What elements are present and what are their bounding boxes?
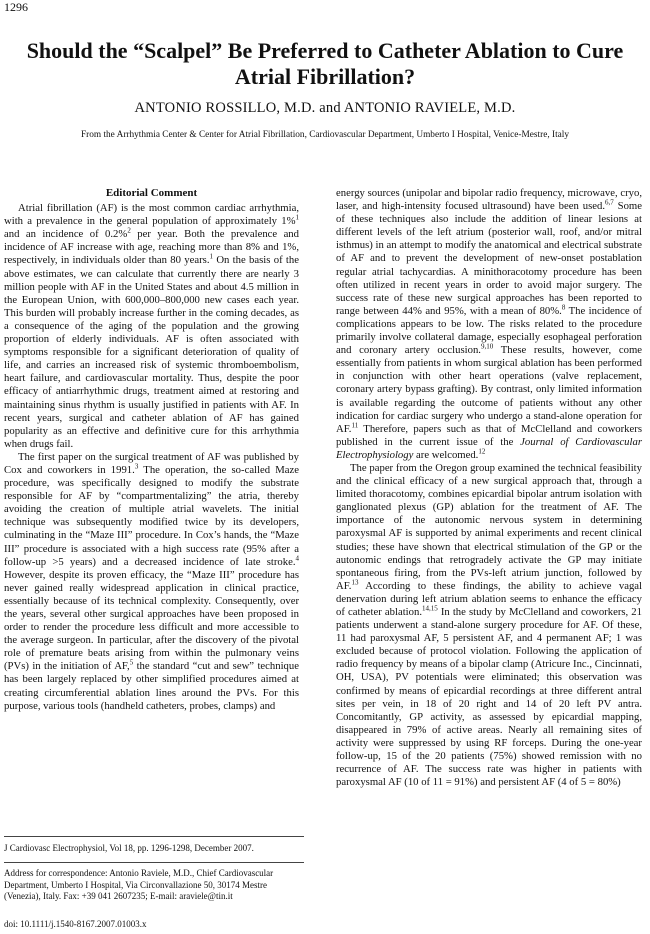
footnote-rule xyxy=(4,836,304,837)
paragraph: Atrial fibrillation (AF) is the most common cardiac arrhythmia, with a prevalence in the general population of approximately 1%$^1$ and an incidence of 0.2%$^2$ per year. Both the prevalence and incidence of AF increase with age, reaching more than 8% and 1%, respectively, in individuals older than 80 years.$^1$ On the basis of the above estimates, we can calculate that currently there are nearly 3 million people with AF in the United States and about 4.5 million in the European Union, with 600,000–800,000 new cases each year. This burden will probably increase further in the coming decades, as a consequence of the aging of the population and the growing proportion of elderly individuals. AF is often associated with symptoms responsible for a significant deterioration of quality of life, and carries an increased risk of systemic thromboembolism, heart failure, and cardiovascular mortality. Thus, despite the poor efficacy of antiarrhythmic drugs, treatment aimed at restoring and maintaining sinus rhythm is usually justified in patients with AF. In recent years, surgical and catheter ablation of AF has gained popularity as an effective and definitive cure for this arrhythmia when drugs fail. xyxy=(4,202,299,450)
paragraph: The paper from the Oregon group examined the technical feasibility and the clinical efficacy of a new surgical approach that, through a limited thoracotomy, combines epicardial bipolar antrum isolation with ganglionated plexus (GP) ablation for the treatment of AF. The importance of the autonomic nervous system in determining paroxysmal AF is supported by animal experiments and recent clinical studies; these have shown that electrical stimulation of the GP or the autonomic endings that retrogradely activate the GP may initiate spontaneous firing, from the PVs-left atrium junction, followed by AF.$^{13}$ According to these findings, the ability to achieve vagal denervation during left atrium ablation seems to enhance the efficacy of catheter ablation.$^{14,15}$ In the study by McClelland and coworkers, 21 patients underwent a stand-alone surgery procedure for AF. Of these, 11 had paroxysmal AF, 5 persistent AF, and 4 permanent AF; 1 was excluded because of protocol violation. Following the application of radio frequency by means of a bipolar clamp (Atricure Inc., Cincinnati, OH, USA), PV potentials were eliminated; this observation was confirmed by means of epicardial recordings at three different antral sites per vein, in 18 of 20 right and 14 of 20 left PV antra. Concomitantly, GP activity, as assessed by epicardial mapping, disappeared in 79% of active areas. Nearly all remaining sites of activity were suppressed by using RF forceps. During the one-year follow-up, 15 of the 20 patients (75%) showed remission with no recurrence of AF. The success rate was higher in patients with paroxysmal AF (10 of 11 = 91%) and persistent AF (4 of 5 = 80%) xyxy=(336,461,642,789)
page-number: 1296 xyxy=(4,0,28,14)
paragraph: The first paper on the surgical treatment of AF was published by Cox and coworkers in 1991.$^3$ The operation, the so-called Maze procedure, was specifically designed to modify the substrate responsible for AF by “compartmentalizing” the atria, thereby avoiding the creation of multiple atrial wavelets. The initial technique was subsequently modified twice by its developers, culminating in the “Maze III” procedure. In Cox’s hands, the “Maze III” procedure is associated with a high success rate (95% after a follow-up >5 years) and a decreased incidence of late stroke.$^4$ However, despite its proven efficacy, the “Maze III” procedure has never gained really widespread application in clinical practice, essentially because of its technical complexity. Consequently, over the years, several other surgical approaches have been proposed in order to render the procedure less difficult and more accessible to the average surgeon. In particular, after the discovery of the pivotal role of premature beats arising from within the pulmonary veins (PVs) in the initiation of AF,$^5$ the standard “cut and sew” technique has been largely replaced by other simplified procedures aimed at creating circumferential ablation lines around the PVs. For this purpose, various tools (handheld catheters, probes, clamps) and xyxy=(4,450,299,712)
article-affiliation: From the Arrhythmia Center & Center for Atrial Fibrillation, Cardiovascular Department, Umberto I Hospital, Venice-Mestre, Italy xyxy=(80,130,570,140)
section-heading: Editorial Comment xyxy=(105,187,198,199)
journal-citation: J Cardiovasc Electrophysiol, Vol 18, pp. 1296-1298, December 2007. xyxy=(4,843,254,853)
correspondence-note: Address for correspondence: Antonio Raviele, M.D., Chief Cardiovascular Department, Umberto I Hospital, Via Circonvallazione 50, 30174 Mestre (Venezia), Italy. Fax: +39 041 2607235; E-mail: araviele@tin.it xyxy=(4,868,274,901)
left-column xyxy=(4,187,299,713)
right-column xyxy=(336,187,642,789)
footnote-rule xyxy=(4,862,304,863)
paragraph: energy sources (unipolar and bipolar radio frequency, microwave, cryo, laser, and high-intensity focused ultrasound) have been used.$^{6,7}$ Some of these techniques also include the addition of linear lesions at different levels of the left atrium (posterior wall, roof, and/or mitral isthmus) in an attempt to modify the anatomical and electrical substrate of AF and to prevent the development of new-onset postablation regular atrial tachycardias. A minithoracotomy procedure has been often utilized in recent years in order to avoid major surgery. The success rate of these new surgical approaches has been reported to range between 44% and 95%, with a mean of 80%.$^8$ The incidence of complications appears to be low. The risks related to the procedure primarily involve collateral damage, especially esophageal perforation and coronary artery occlusion.$^{9,10}$ These results, however, come essentially from patients in whom surgical ablation has been performed in conjunction with other heart operations (valve replacement, coronary artery bypass grafting). By contrast, only limited information is available regarding the outcome of patients without any other indication for cardiac surgery who undergo a stand-alone operation for AF.$^{11}$ Therefore, papers such as that of McClelland and coworkers published in the current issue of the Journal of Cardiovascular Electrophysiology are welcomed.$^{12}$ xyxy=(336,187,642,461)
doi: doi: 10.1111/j.1540-8167.2007.01003.x xyxy=(4,919,147,929)
article-authors: ANTONIO ROSSILLO, M.D. and ANTONIO RAVIELE, M.D. xyxy=(134,100,516,116)
article-title: Should the “Scalpel” Be Preferred to Catheter Ablation to Cure Atrial Fibrillation? xyxy=(26,38,624,89)
